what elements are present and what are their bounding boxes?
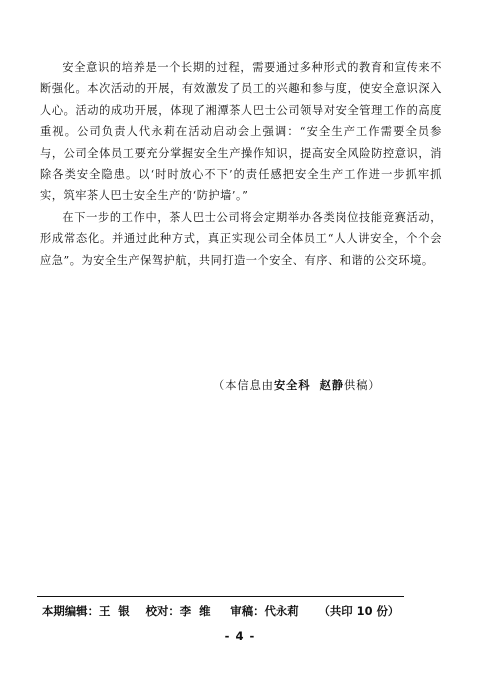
source-credit bbox=[213, 377, 381, 393]
proofreader-label: 校对： bbox=[145, 604, 180, 618]
proofreader-name: 李 维 bbox=[179, 604, 211, 618]
credit-prefix: （本信息由 bbox=[213, 379, 274, 392]
article-body bbox=[40, 57, 442, 271]
editorial-footer bbox=[42, 603, 399, 619]
page-number: - 4 - bbox=[224, 629, 256, 643]
reviewer-label: 审稿： bbox=[230, 604, 265, 618]
credit-department: 安全科 bbox=[273, 379, 311, 392]
editor-label: 本期编辑： bbox=[42, 604, 99, 618]
print-copies: （共印 10 份） bbox=[318, 604, 400, 618]
reviewer-name: 代永莉 bbox=[264, 604, 299, 618]
article-paragraph-2: 在下一步的工作中，茶人巴士公司将会定期举办各类岗位技能竞赛活动，形成常态化。并通过此种方式，真正实现公司全体员工“人人讲安全，个个会应急”。为安全生产保驾护航，共同打造一个安全、有序、和谐的公交环境。 bbox=[40, 210, 442, 267]
credit-suffix: 供稿） bbox=[344, 379, 381, 392]
footer-divider bbox=[37, 596, 404, 597]
credit-author: 赵静 bbox=[319, 379, 345, 392]
article-paragraph-1: 安全意识的培养是一个长期的过程，需要通过多种形式的教育和宣传来不断强化。本次活动的开展，有效激发了员工的兴趣和参与度，使安全意识深入人心。活动的成功开展，体现了湘潭茶人巴士公司领导对安全管理工作的高度重视。公司负责人代永莉在活动启动会上强调：“安全生产工作需要全员参与，公司全体员工要充分掌握安全生产操作知识，提高安全风险防控意识，消除各类安全隐患。以‘时时放心不下’的责任感把安全生产工作进一步抓牢抓实，筑牢茶人巴士安全生产的‘防护墙’。” bbox=[40, 61, 442, 203]
editor-name: 王 银 bbox=[98, 604, 130, 618]
